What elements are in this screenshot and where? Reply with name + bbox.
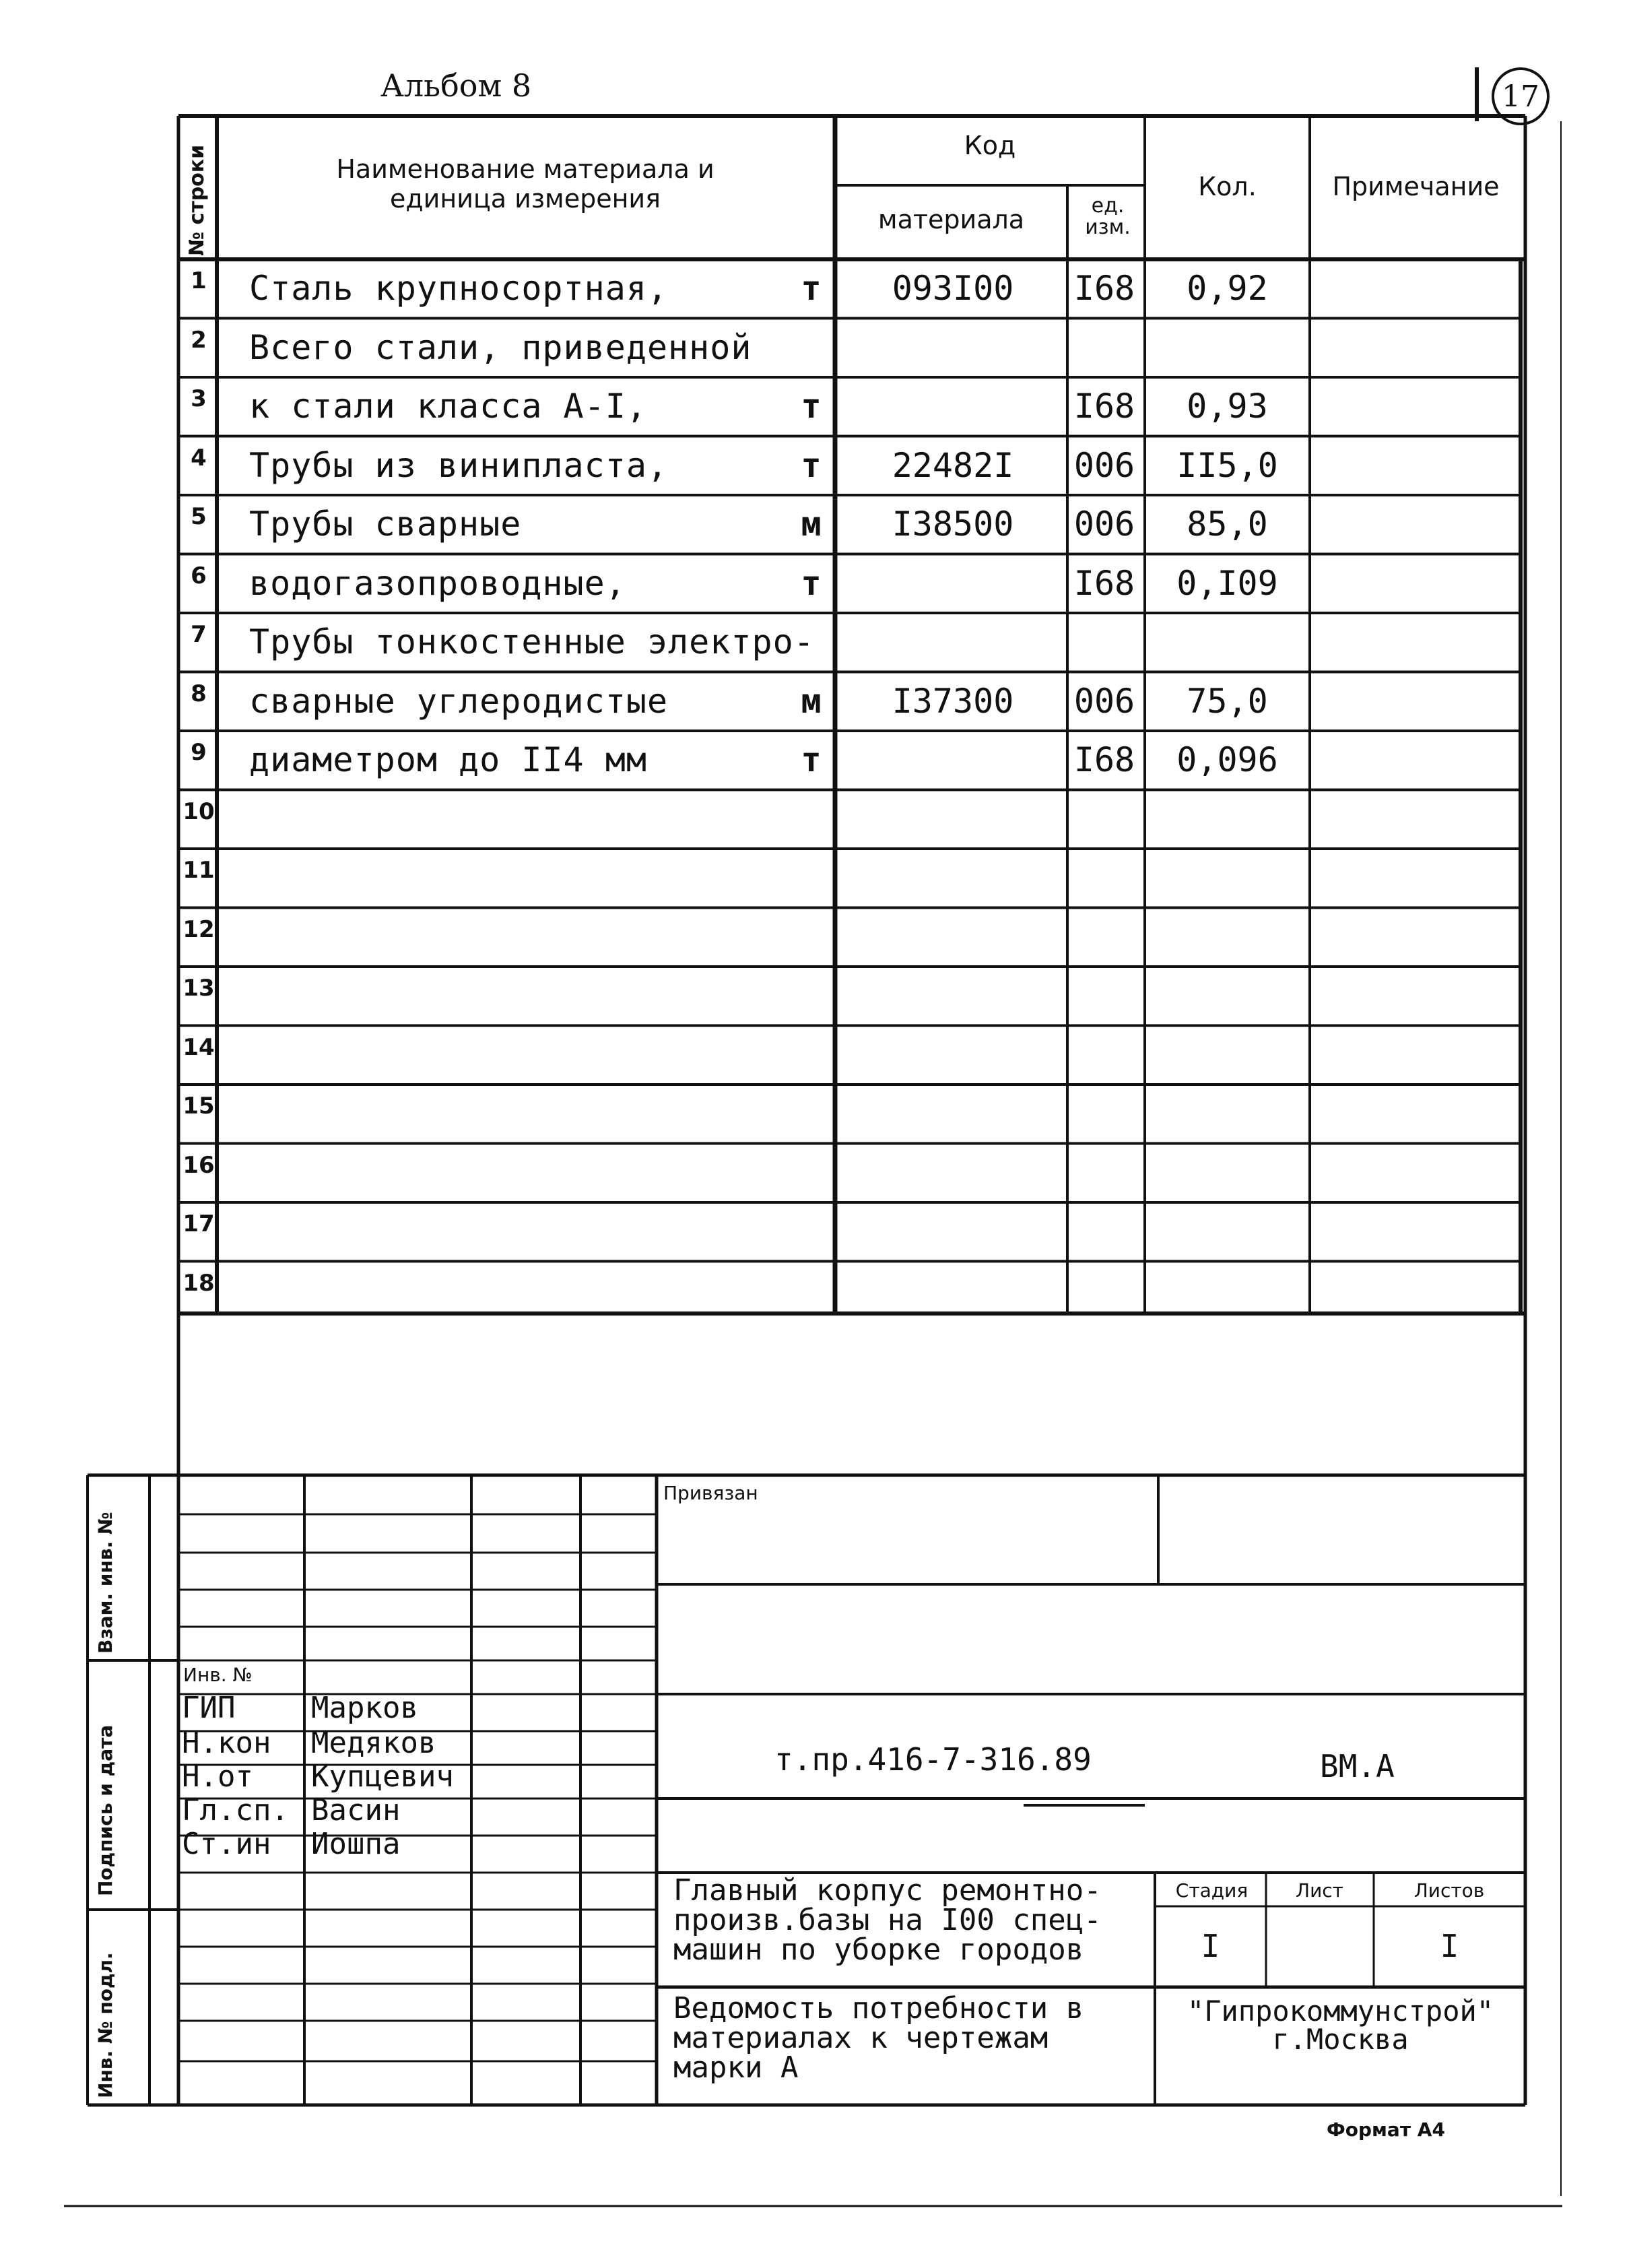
quantity: II5,0 <box>1176 445 1278 485</box>
row-number: 17 <box>182 1210 215 1237</box>
quantity: 0,93 <box>1187 387 1268 426</box>
row-number: 14 <box>182 1033 215 1061</box>
quantity: 0,I09 <box>1176 563 1278 603</box>
header-code: Код <box>964 131 1016 160</box>
material-name: Трубы сварные <box>249 505 522 544</box>
row-number: 1 <box>191 267 207 294</box>
quantity: 0,096 <box>1176 740 1278 779</box>
material-unit: т <box>801 445 822 485</box>
material-unit: т <box>801 740 822 779</box>
doc-code: т.пр.416-7-316.89 <box>774 1741 1092 1778</box>
format-label: Формат А4 <box>1327 2118 1445 2141</box>
row-number: 16 <box>182 1151 215 1179</box>
stage-label: Стадия <box>1175 1879 1249 1902</box>
row-number: 18 <box>182 1269 215 1297</box>
inv-no-label: Инв. № <box>183 1664 253 1686</box>
unit-code: 006 <box>1073 681 1135 721</box>
signer-name: Марков <box>311 1691 418 1725</box>
header-note: Примечание <box>1332 172 1500 201</box>
material-code: 093I00 <box>892 269 1014 308</box>
material-unit: т <box>801 387 822 426</box>
material-name: водогазопроводные, <box>249 563 626 603</box>
sheets-value: I <box>1440 1928 1459 1964</box>
unit-code: 006 <box>1073 445 1135 485</box>
row-number: 15 <box>182 1093 215 1120</box>
signer-name: Иошпа <box>311 1827 401 1861</box>
row-number: 10 <box>182 798 215 825</box>
row-number: 8 <box>191 680 207 707</box>
unit-code: 006 <box>1073 505 1135 544</box>
row-number: 5 <box>191 503 207 530</box>
privyazan-label: Привязан <box>663 1482 758 1504</box>
material-name: к стали класса А-I, <box>249 387 647 426</box>
signer-name: Купцевич <box>311 1759 454 1794</box>
row-number: 13 <box>182 975 215 1002</box>
signer-role: Ст.ин <box>182 1827 271 1861</box>
header-code-unit: ед. изм. <box>1085 194 1131 239</box>
album-label: Альбом 8 <box>380 67 532 104</box>
signer-role: ГИП <box>182 1691 236 1725</box>
material-name: Трубы тонкостенные электро- <box>249 622 815 661</box>
sheet-label: Лист <box>1296 1879 1343 1902</box>
header-row-number: № строки <box>185 144 209 256</box>
header-qty: Кол. <box>1198 172 1257 201</box>
side-label-signature-date: Подпись и дата <box>94 1724 116 1896</box>
unit-code: I68 <box>1073 269 1135 308</box>
row-number: 2 <box>191 326 207 354</box>
material-unit: м <box>801 505 822 544</box>
signer-role: Гл.сп. <box>182 1793 289 1827</box>
organization: "Гипрокоммунстрой" г.Москва <box>1187 1995 1494 2056</box>
unit-code: I68 <box>1073 740 1135 779</box>
row-number: 3 <box>191 385 207 412</box>
row-number: 6 <box>191 562 207 589</box>
side-label-replace-inv: Взам. инв. № <box>94 1512 116 1654</box>
row-number: 4 <box>191 444 207 472</box>
quantity: 75,0 <box>1187 681 1268 721</box>
row-number: 11 <box>182 857 215 884</box>
signer-role: Н.от <box>182 1759 253 1794</box>
signer-name: Васин <box>311 1793 401 1827</box>
signer-role: Н.кон <box>182 1726 271 1760</box>
signer-name: Медяков <box>311 1726 436 1760</box>
material-name: Всего стали, приведенной <box>249 327 752 367</box>
stage-value: I <box>1201 1928 1220 1964</box>
material-name: диаметром до II4 мм <box>249 740 647 779</box>
material-unit: т <box>801 269 822 308</box>
material-code: I38500 <box>892 505 1014 544</box>
row-number: 9 <box>191 739 207 766</box>
doc-mark: ВМ.А <box>1320 1748 1395 1784</box>
material-unit: м <box>801 681 822 721</box>
material-name: сварные углеродистые <box>249 681 669 721</box>
document-title: Ведомость потребности в материалах к чертежам марки А <box>673 1991 1084 2085</box>
material-name: Сталь крупносортная, <box>249 269 669 308</box>
sheets-label: Листов <box>1413 1879 1485 1902</box>
page-number: 17 <box>1502 79 1539 114</box>
header-name: Наименование материала и единица измерения <box>336 154 714 214</box>
quantity: 0,92 <box>1187 269 1268 308</box>
side-label-original-inv: Инв. № подл. <box>94 1952 116 2098</box>
material-unit: т <box>801 563 822 603</box>
building-title: Главный корпус ремонтно-произв.базы на I00 спец-машин по уборке городов <box>673 1873 1102 1967</box>
header-code-material: материала <box>877 205 1025 234</box>
unit-code: I68 <box>1073 387 1135 426</box>
row-number: 12 <box>182 915 215 943</box>
unit-code: I68 <box>1073 563 1135 603</box>
material-name: Трубы из винипласта, <box>249 445 669 485</box>
quantity: 85,0 <box>1187 505 1268 544</box>
row-number: 7 <box>191 621 207 648</box>
material-code: 22482I <box>892 445 1014 485</box>
material-code: I37300 <box>892 681 1014 721</box>
